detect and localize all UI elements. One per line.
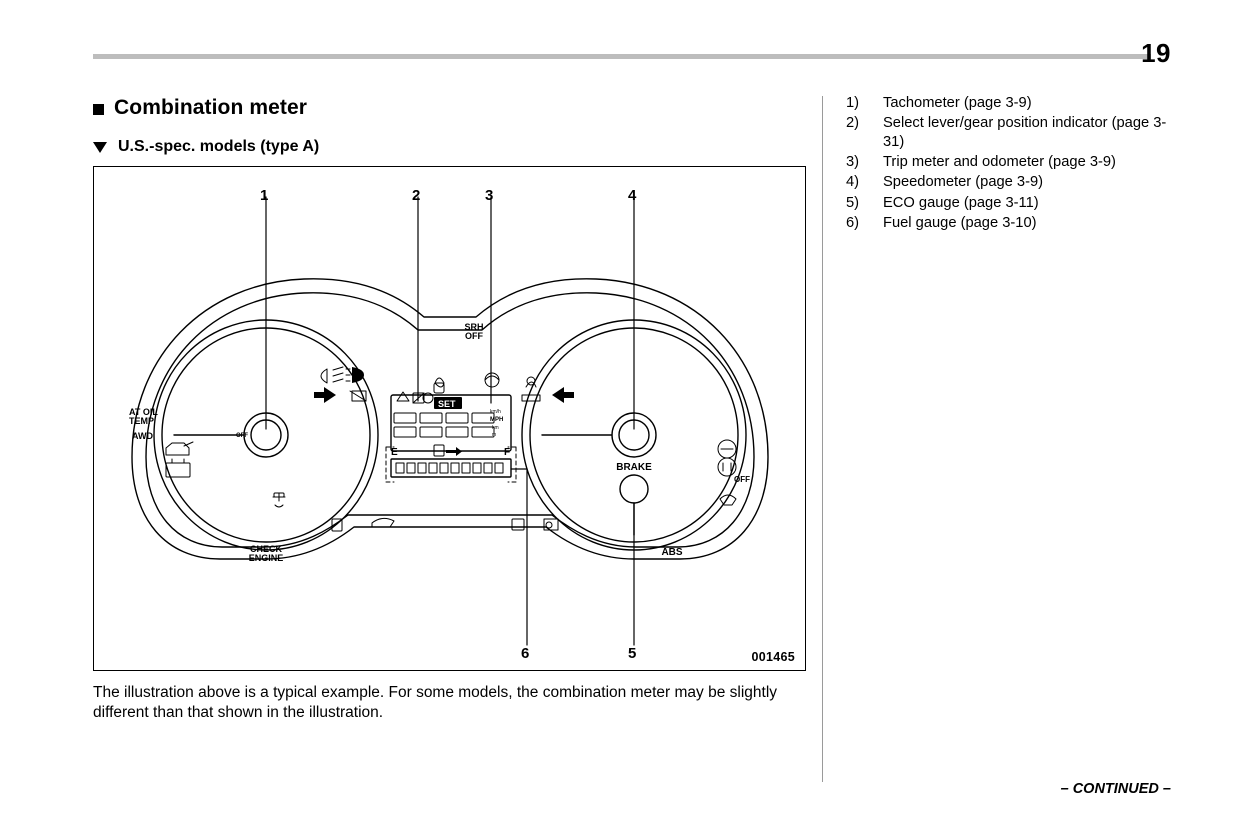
triangle-bullet-icon [93,142,107,153]
label-fuel-f: F [504,447,511,458]
page-header-rule [93,54,1151,59]
section-subtitle [93,138,808,156]
section-title-text: Combination meter [114,96,308,119]
legend-text: Fuel gauge (page 3-10) [883,214,1037,231]
legend-number: 5) [846,194,860,211]
continued-marker: – CONTINUED – [1060,781,1171,797]
legend-list [846,94,1186,234]
legend-text: Trip meter and odometer (page 3-9) [883,154,1116,171]
label-m: m [492,432,497,438]
label-at-oil-temp-line2: TEMP [129,416,155,426]
legend-text: Speedometer (page 3-9) [883,174,1044,191]
list-item [846,214,1186,233]
label-km: km [492,425,499,431]
callout-3: 3 [485,187,494,204]
label-srh-off: OFF [465,331,483,341]
label-check-engine-line1: CHECK [249,544,283,554]
figure-caption: The illustration above is a typical example. For some models, the combination meter may be slightly different than that shown in the illustration. [93,684,778,722]
label-brake: BRAKE [616,462,652,473]
label-awd: AWD [132,431,153,441]
legend-text: Select lever/gear position indicator (page 3-31) [883,115,1167,151]
callout-5: 5 [628,645,637,662]
label-off: OFF [734,475,750,484]
list-item [846,153,1186,172]
label-set: SET [438,399,456,409]
callout-1: 1 [260,187,269,204]
label-srh: SRH [464,322,484,332]
label-abs: ABS [661,547,683,558]
legend-number: 6) [846,214,860,231]
combination-meter-figure [93,166,806,671]
page-title [93,96,808,120]
list-item [846,114,1186,152]
label-kmh: km/h [490,409,501,415]
label-check-engine-line2: ENGINE [248,553,284,563]
callout-6: 6 [521,645,530,662]
label-fuel-e: E [391,447,398,458]
legend-text: Tachometer (page 3-9) [883,95,1032,111]
figure-id: 001465 [751,650,795,664]
label-cruise-off: OFF [236,433,248,439]
callout-2: 2 [412,187,421,204]
square-bullet-icon [93,104,104,115]
column-divider [822,96,823,782]
list-item [846,94,1186,113]
combination-meter-illustration [94,167,805,670]
list-item [846,194,1186,213]
legend-number: 3) [846,154,860,171]
legend-text: ECO gauge (page 3-11) [883,194,1039,211]
callout-4: 4 [628,187,637,204]
label-mph: MPH [490,417,504,423]
legend-number: 2) [846,115,860,132]
legend-number: 4) [846,174,860,191]
section-subtitle-text: U.S.-spec. models (type A) [118,138,320,155]
legend-number: 1) [846,95,860,111]
list-item [846,173,1186,192]
page-number: 19 [1141,38,1171,68]
label-at-oil-temp-line1: AT OIL [129,407,158,417]
left-column [93,96,808,739]
